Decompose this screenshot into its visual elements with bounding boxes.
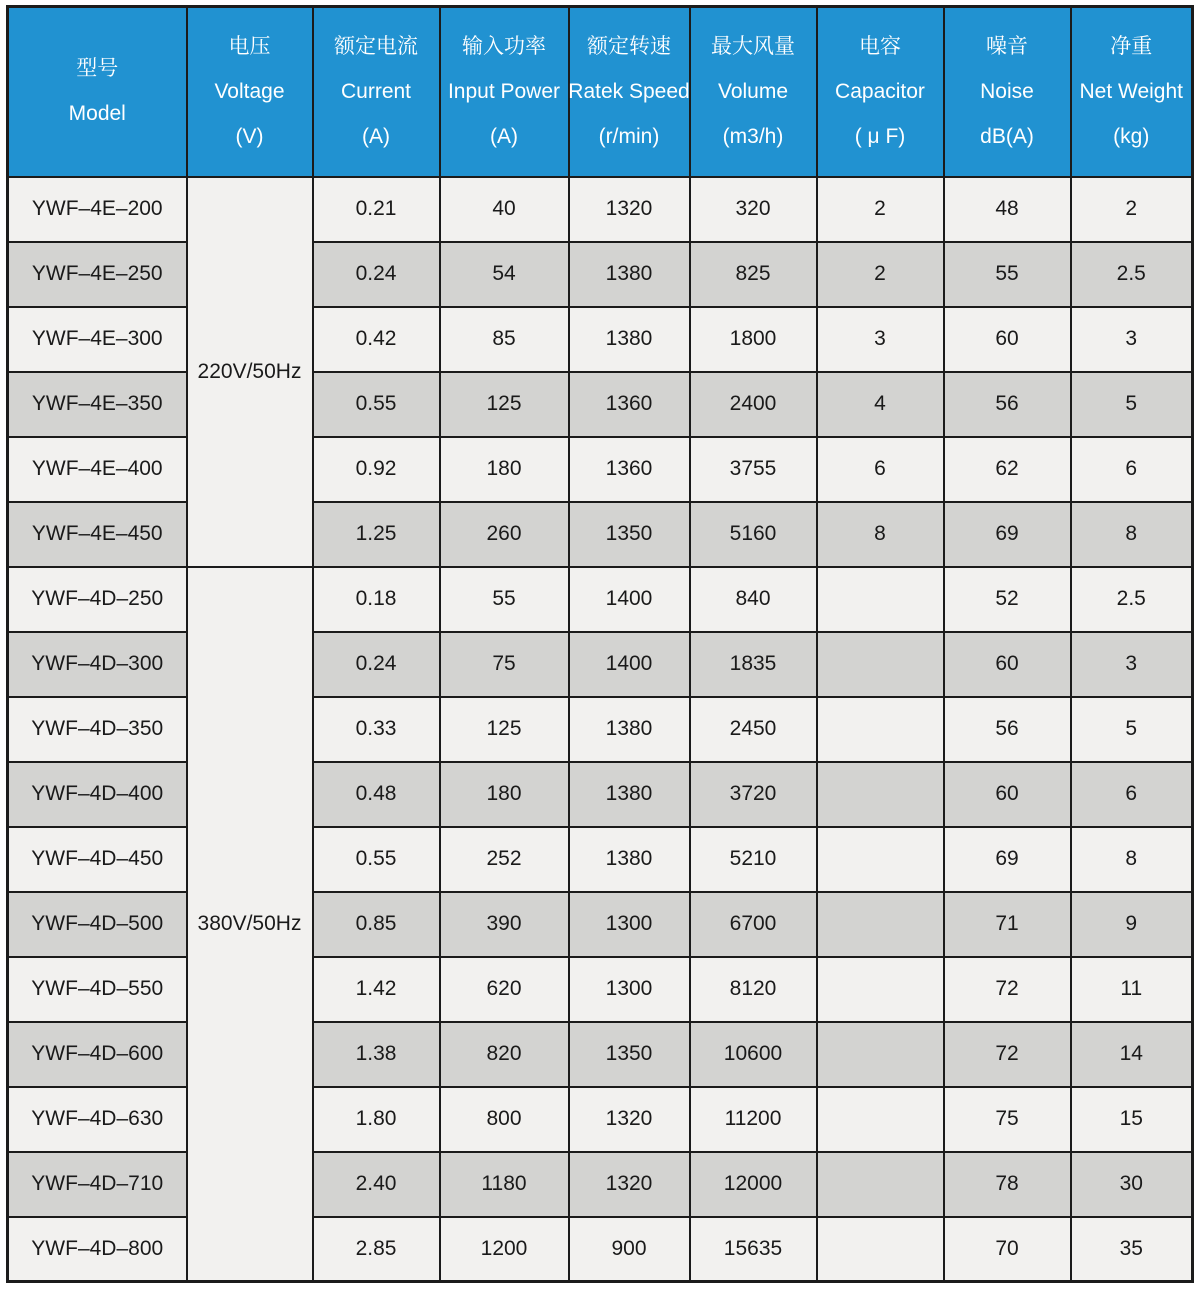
cell-input-power: 390 (440, 892, 569, 957)
table-row (8, 1152, 1193, 1217)
cell-capacitor (817, 827, 944, 892)
cell-net-weight: 30 (1071, 1152, 1193, 1217)
cell-noise: 75 (944, 1087, 1071, 1152)
cell-volume: 15635 (690, 1217, 817, 1282)
header-cell-capacitor (817, 7, 944, 177)
cell-capacitor (817, 957, 944, 1022)
cell-model: YWF–4D–400 (8, 762, 187, 827)
cell-capacitor (817, 1152, 944, 1217)
cell-ratek-speed: 1380 (569, 307, 690, 372)
cell-ratek-speed: 1380 (569, 762, 690, 827)
cell-input-power: 180 (440, 437, 569, 502)
cell-ratek-speed: 1380 (569, 827, 690, 892)
cell-noise: 69 (944, 502, 1071, 567)
cell-ratek-speed: 1350 (569, 502, 690, 567)
cell-current: 0.21 (313, 177, 440, 242)
cell-capacitor (817, 892, 944, 957)
header-cell-lines (9, 8, 186, 176)
header-cell-lines (1072, 8, 1192, 176)
header-label-volume-unit: (m3/h) (722, 124, 784, 148)
cell-noise: 70 (944, 1217, 1071, 1282)
header-cell-lines (945, 8, 1070, 176)
cell-ratek-speed: 1400 (569, 567, 690, 632)
cell-capacitor (817, 1022, 944, 1087)
cell-current: 2.40 (313, 1152, 440, 1217)
cell-volume: 10600 (690, 1022, 817, 1087)
cell-current: 1.42 (313, 957, 440, 1022)
voltage-group-cell: 380V/50Hz (187, 567, 313, 1282)
header-cell-current (313, 7, 440, 177)
cell-capacitor: 8 (817, 502, 944, 567)
cell-ratek-speed: 1300 (569, 892, 690, 957)
cell-volume: 11200 (690, 1087, 817, 1152)
cell-input-power: 1200 (440, 1217, 569, 1282)
cell-input-power: 820 (440, 1022, 569, 1087)
cell-input-power: 85 (440, 307, 569, 372)
header-label-voltage-en: Voltage (214, 79, 285, 103)
cell-net-weight: 3 (1071, 632, 1193, 697)
table-row (8, 697, 1193, 762)
cell-capacitor: 2 (817, 242, 944, 307)
cell-ratek-speed: 1380 (569, 697, 690, 762)
header-label-capacitor-unit: ( μ F) (854, 124, 906, 148)
table-row (8, 632, 1193, 697)
cell-current: 1.80 (313, 1087, 440, 1152)
table-header (8, 7, 1193, 177)
cell-current: 0.92 (313, 437, 440, 502)
cell-net-weight: 14 (1071, 1022, 1193, 1087)
cell-net-weight: 15 (1071, 1087, 1193, 1152)
cell-current: 0.42 (313, 307, 440, 372)
header-label-input-power-zh: 输入功率 (462, 34, 546, 58)
cell-noise: 60 (944, 762, 1071, 827)
cell-volume: 3720 (690, 762, 817, 827)
cell-capacitor (817, 632, 944, 697)
cell-model: YWF–4D–350 (8, 697, 187, 762)
cell-noise: 56 (944, 372, 1071, 437)
header-label-net-weight-zh: 净重 (1110, 34, 1153, 58)
table-row (8, 307, 1193, 372)
header-label-voltage-unit: (V) (235, 124, 264, 148)
cell-net-weight: 5 (1071, 697, 1193, 762)
cell-noise: 52 (944, 567, 1071, 632)
cell-volume: 5160 (690, 502, 817, 567)
cell-capacitor: 4 (817, 372, 944, 437)
cell-ratek-speed: 1300 (569, 957, 690, 1022)
cell-capacitor: 3 (817, 307, 944, 372)
table-row (8, 892, 1193, 957)
spec-table-container (6, 5, 1194, 1283)
cell-net-weight: 11 (1071, 957, 1193, 1022)
cell-net-weight: 8 (1071, 502, 1193, 567)
header-label-current-en: Current (340, 79, 412, 103)
cell-volume: 6700 (690, 892, 817, 957)
cell-input-power: 75 (440, 632, 569, 697)
cell-ratek-speed: 900 (569, 1217, 690, 1282)
header-cell-lines (441, 8, 568, 176)
header-label-input-power-unit: (A) (490, 124, 518, 148)
header-label-volume-en: Volume (717, 79, 789, 103)
header-cell-input-power (440, 7, 569, 177)
cell-volume: 2450 (690, 697, 817, 762)
cell-model: YWF–4D–300 (8, 632, 187, 697)
header-label-current-zh: 额定电流 (334, 34, 418, 58)
cell-model: YWF–4E–200 (8, 177, 187, 242)
table-row (8, 1217, 1193, 1282)
cell-model: YWF–4E–300 (8, 307, 187, 372)
header-label-model-en: Model (68, 102, 126, 126)
cell-current: 0.48 (313, 762, 440, 827)
cell-net-weight: 6 (1071, 437, 1193, 502)
header-label-volume-zh: 最大风量 (711, 34, 795, 58)
cell-model: YWF–4D–800 (8, 1217, 187, 1282)
header-cell-ratek-speed (569, 7, 690, 177)
cell-current: 0.33 (313, 697, 440, 762)
table-row (8, 1022, 1193, 1087)
cell-ratek-speed: 1380 (569, 242, 690, 307)
header-label-input-power-en: Input Power (447, 79, 561, 103)
cell-input-power: 252 (440, 827, 569, 892)
table-body (8, 177, 1193, 1282)
table-row (8, 177, 1193, 242)
cell-model: YWF–4E–400 (8, 437, 187, 502)
cell-model: YWF–4E–250 (8, 242, 187, 307)
header-label-net-weight-unit: (kg) (1113, 124, 1150, 148)
cell-input-power: 54 (440, 242, 569, 307)
cell-model: YWF–4D–600 (8, 1022, 187, 1087)
cell-net-weight: 2.5 (1071, 567, 1193, 632)
header-row (8, 7, 1193, 177)
table-row (8, 372, 1193, 437)
header-label-capacitor-en: Capacitor (835, 79, 925, 103)
cell-capacitor (817, 1217, 944, 1282)
cell-current: 0.55 (313, 372, 440, 437)
cell-net-weight: 5 (1071, 372, 1193, 437)
header-label-model-zh: 型号 (76, 57, 119, 81)
cell-input-power: 55 (440, 567, 569, 632)
cell-noise: 55 (944, 242, 1071, 307)
cell-volume: 3755 (690, 437, 817, 502)
cell-ratek-speed: 1320 (569, 1152, 690, 1217)
table-row (8, 567, 1193, 632)
header-label-net-weight-en: Net Weight (1079, 79, 1183, 103)
header-cell-lines (570, 8, 689, 176)
header-label-capacitor-zh: 电容 (859, 34, 901, 58)
cell-model: YWF–4D–710 (8, 1152, 187, 1217)
cell-input-power: 180 (440, 762, 569, 827)
cell-ratek-speed: 1320 (569, 177, 690, 242)
cell-input-power: 40 (440, 177, 569, 242)
cell-current: 0.24 (313, 242, 440, 307)
header-label-noise-en: Noise (980, 79, 1034, 103)
cell-input-power: 1180 (440, 1152, 569, 1217)
table-row (8, 502, 1193, 567)
cell-ratek-speed: 1350 (569, 1022, 690, 1087)
cell-net-weight: 6 (1071, 762, 1193, 827)
cell-current: 0.18 (313, 567, 440, 632)
cell-net-weight: 3 (1071, 307, 1193, 372)
cell-current: 0.24 (313, 632, 440, 697)
header-cell-lines (691, 8, 816, 176)
cell-noise: 72 (944, 1022, 1071, 1087)
cell-noise: 56 (944, 697, 1071, 762)
cell-model: YWF–4D–630 (8, 1087, 187, 1152)
cell-volume: 825 (690, 242, 817, 307)
cell-volume: 840 (690, 567, 817, 632)
cell-net-weight: 2 (1071, 177, 1193, 242)
cell-net-weight: 2.5 (1071, 242, 1193, 307)
cell-noise: 72 (944, 957, 1071, 1022)
cell-volume: 1835 (690, 632, 817, 697)
cell-noise: 48 (944, 177, 1071, 242)
cell-model: YWF–4D–450 (8, 827, 187, 892)
table-row (8, 242, 1193, 307)
cell-volume: 8120 (690, 957, 817, 1022)
cell-ratek-speed: 1400 (569, 632, 690, 697)
cell-model: YWF–4E–450 (8, 502, 187, 567)
voltage-group-cell: 220V/50Hz (187, 177, 313, 567)
cell-volume: 320 (690, 177, 817, 242)
table-row (8, 957, 1193, 1022)
cell-model: YWF–4D–550 (8, 957, 187, 1022)
header-label-noise-unit: dB(A) (980, 124, 1034, 148)
cell-input-power: 620 (440, 957, 569, 1022)
cell-model: YWF–4D–250 (8, 567, 187, 632)
cell-current: 0.55 (313, 827, 440, 892)
cell-volume: 5210 (690, 827, 817, 892)
header-label-noise-zh: 噪音 (986, 34, 1028, 58)
cell-current: 1.25 (313, 502, 440, 567)
cell-input-power: 125 (440, 372, 569, 437)
cell-noise: 69 (944, 827, 1071, 892)
cell-ratek-speed: 1320 (569, 1087, 690, 1152)
cell-input-power: 260 (440, 502, 569, 567)
cell-noise: 71 (944, 892, 1071, 957)
header-cell-lines (314, 8, 439, 176)
cell-net-weight: 35 (1071, 1217, 1193, 1282)
header-cell-noise (944, 7, 1071, 177)
cell-noise: 60 (944, 307, 1071, 372)
header-label-ratek-speed-zh: 额定转速 (587, 34, 671, 58)
table-row (8, 827, 1193, 892)
cell-capacitor (817, 1087, 944, 1152)
cell-noise: 60 (944, 632, 1071, 697)
cell-net-weight: 9 (1071, 892, 1193, 957)
header-label-ratek-speed-unit: (r/min) (598, 124, 660, 148)
cell-current: 0.85 (313, 892, 440, 957)
cell-model: YWF–4D–500 (8, 892, 187, 957)
cell-capacitor: 2 (817, 177, 944, 242)
table-row (8, 762, 1193, 827)
cell-noise: 62 (944, 437, 1071, 502)
cell-volume: 2400 (690, 372, 817, 437)
header-cell-lines (188, 8, 312, 176)
cell-input-power: 125 (440, 697, 569, 762)
cell-volume: 1800 (690, 307, 817, 372)
cell-volume: 12000 (690, 1152, 817, 1217)
cell-capacitor (817, 567, 944, 632)
cell-ratek-speed: 1360 (569, 437, 690, 502)
cell-ratek-speed: 1360 (569, 372, 690, 437)
cell-noise: 78 (944, 1152, 1071, 1217)
cell-current: 1.38 (313, 1022, 440, 1087)
header-label-voltage-zh: 电压 (228, 34, 271, 58)
header-cell-volume (690, 7, 817, 177)
header-cell-model (8, 7, 187, 177)
cell-capacitor: 6 (817, 437, 944, 502)
table-row (8, 1087, 1193, 1152)
cell-capacitor (817, 697, 944, 762)
header-label-ratek-speed-en: Ratek Speed (568, 79, 690, 103)
cell-capacitor (817, 762, 944, 827)
cell-current: 2.85 (313, 1217, 440, 1282)
header-cell-voltage (187, 7, 313, 177)
table-row (8, 437, 1193, 502)
header-label-current-unit: (A) (362, 124, 390, 148)
header-cell-lines (818, 8, 943, 176)
cell-input-power: 800 (440, 1087, 569, 1152)
cell-model: YWF–4E–350 (8, 372, 187, 437)
header-cell-net-weight (1071, 7, 1193, 177)
fan-spec-table (6, 5, 1194, 1283)
cell-net-weight: 8 (1071, 827, 1193, 892)
